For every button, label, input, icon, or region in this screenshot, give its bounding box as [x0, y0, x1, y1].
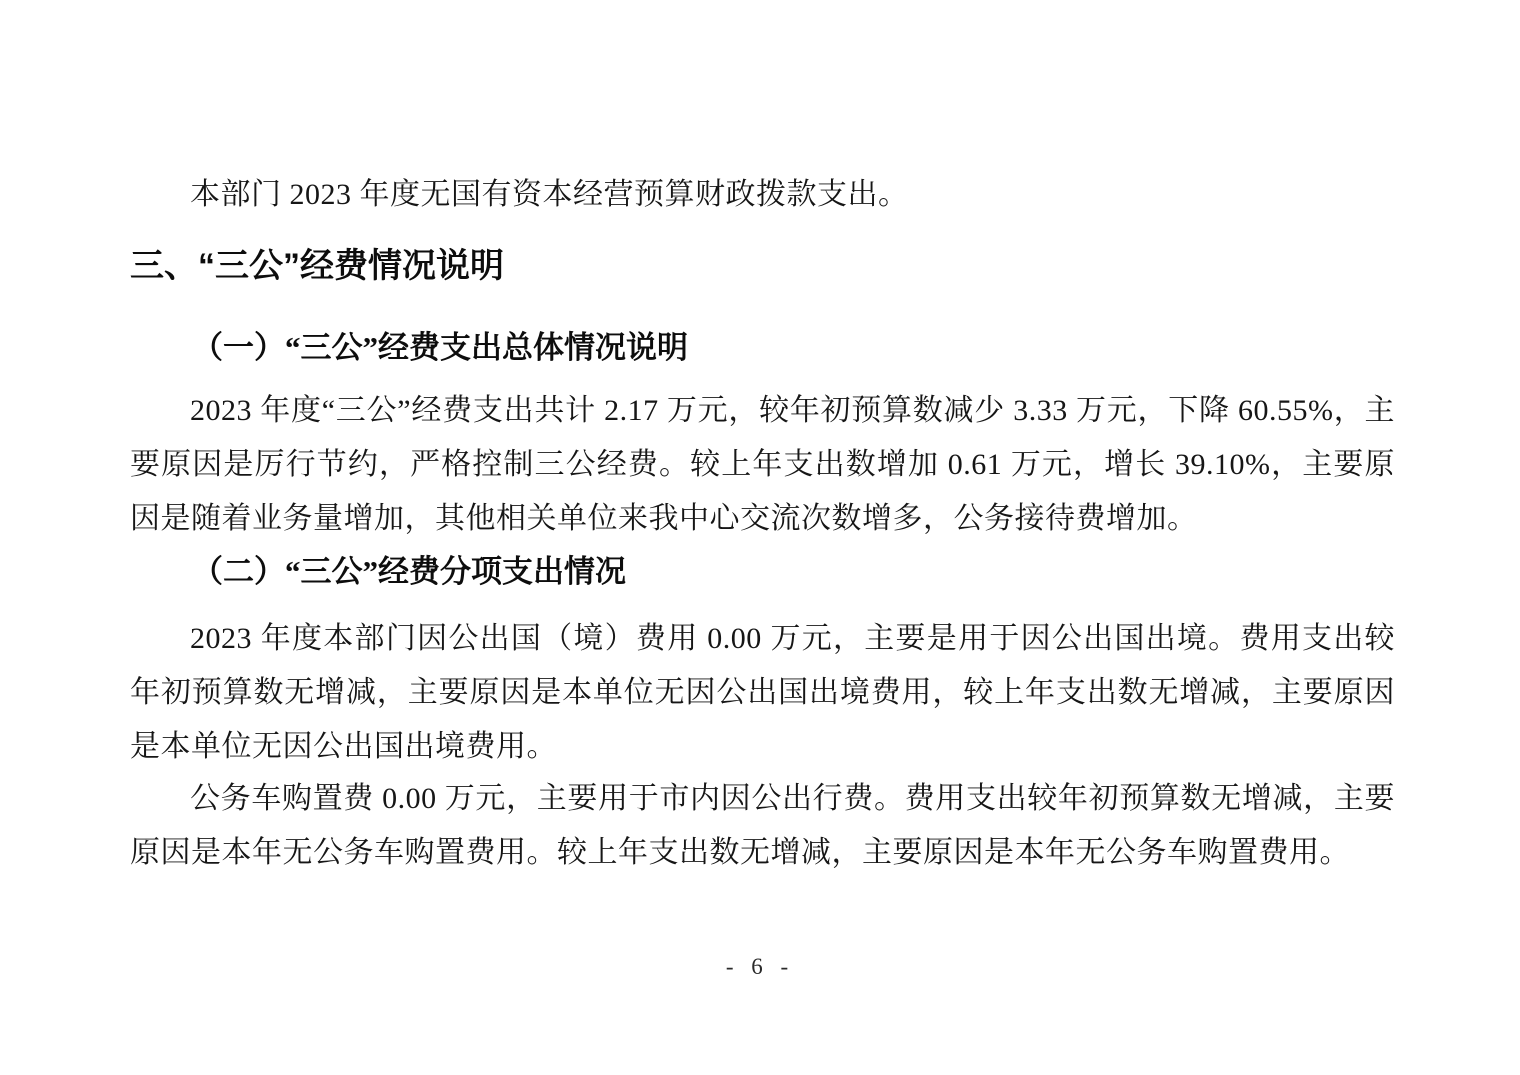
subsection-heading-itemized-expenditure: （二）“三公”经费分项支出情况 — [192, 554, 626, 589]
subsection-heading-overall-expenditure: （一）“三公”经费支出总体情况说明 — [192, 330, 688, 365]
section-heading-three-public-funds: 三、“三公”经费情况说明 — [130, 247, 504, 285]
official-vehicle-expense-paragraph: 公务车购置费 0.00 万元，主要用于市内因公出行费。费用支出较年初预算数无增减，主要原因是本年无公务车购置费用。较上年支出数无增减，主要原因是本年无公务车购置费用。 — [130, 782, 1395, 869]
intro-paragraph: 本部门 2023 年度无国有资本经营预算财政拨款支出。 — [190, 178, 909, 211]
overseas-travel-expense-paragraph: 2023 年度本部门因公出国（境）费用 0.00 万元，主要是用于因公出国出境。费用支出较年初预算数无增减，主要原因是本单位无因公出国出境费用，较上年支出数无增减，主要原因是本单位无因公出国出境费用。 — [130, 622, 1395, 763]
overall-expenditure-paragraph: 2023 年度“三公”经费支出共计 2.17 万元，较年初预算数减少 3.33 万元，下降 60.55%，主要原因是厉行节约，严格控制三公经费。较上年支出数增加 0.61 万元，增长 39.10%，主要原因是随着业务量增加，其他相关单位来我中心交流次数增多，公务接待费增加。 — [130, 394, 1395, 535]
page-number: - 6 - — [725, 954, 795, 979]
